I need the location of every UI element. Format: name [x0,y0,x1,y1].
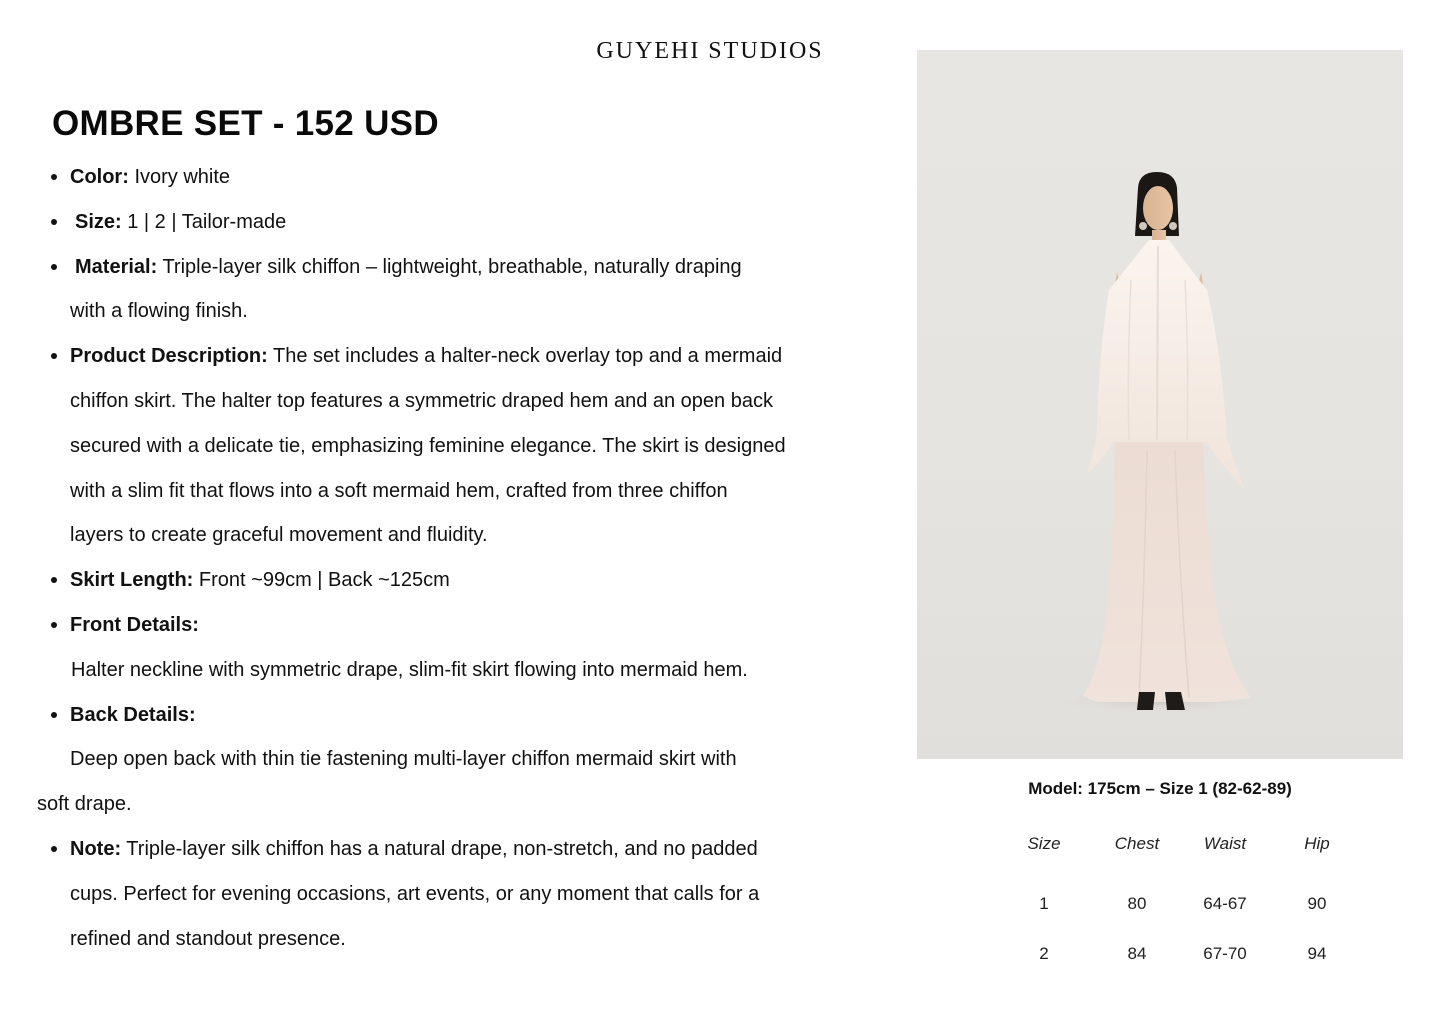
spec-continuation [0,737,900,782]
spec-continuation [0,872,900,917]
spec-value: Front ~99cm | Back ~125cm [193,569,450,592]
spec-value: soft drape. [37,793,132,816]
spec-continuation [0,513,900,558]
table-row [1000,870,1370,929]
spec-continuation [0,424,900,469]
spec-value: chiffon skirt. The halter top features a symmetric draped hem and an open back [70,389,773,412]
spec-color [0,155,900,200]
table-row [1000,929,1370,979]
spec-continuation [0,782,900,827]
size-chart-header-row [1000,818,1370,870]
spec-label: Color: [70,166,129,188]
spec-value: Ivory white [128,166,231,188]
spec-continuation [0,917,900,962]
size-chart-cell: 80 [1127,894,1147,913]
spec-label: Front Details: [70,613,199,636]
spec-value: cups. Perfect for evening occasions, art events, or any moment that calls for a [70,882,760,905]
size-chart-header: Size [1027,834,1061,853]
size-chart-cell: 2 [1039,944,1049,963]
brand-name: GUYEHI STUDIOS [596,38,824,64]
model-illustration [917,50,1403,759]
size-chart-cell: 67-70 [1203,944,1247,963]
spec-value: Triple-layer silk chiffon – lightweight, breathable, naturally draping [157,255,742,278]
product-spec-list [0,155,900,961]
spec-size [0,200,900,245]
spec-value: with a slim fit that flows into a soft mermaid hem, crafted from three chiffon [70,479,728,502]
spec-note [0,827,900,872]
spec-label: Note: [70,837,122,860]
size-chart-header: Hip [1304,834,1330,853]
spec-label: Product Description: [70,345,268,368]
spec-value: layers to create graceful movement and fluidity. [70,524,488,547]
spec-value: Halter neckline with symmetric drape, slim-fit skirt flowing into mermaid hem. [71,658,748,681]
spec-continuation [0,648,900,693]
product-photo [917,50,1403,759]
size-chart-table [1000,818,1370,979]
size-chart-cell: 64-67 [1203,894,1247,913]
spec-back-details [0,693,900,738]
spec-continuation [0,289,900,334]
spec-value: The set includes a halter-neck overlay top and a mermaid [267,345,783,368]
spec-value: secured with a delicate tie, emphasizing feminine elegance. The skirt is designed [70,434,786,457]
spec-continuation [0,379,900,424]
spec-value: 1 | 2 | Tailor-made [121,210,287,233]
spec-description [0,334,900,379]
spec-label: Size: [75,210,122,233]
size-chart-cell: 84 [1127,944,1147,963]
spec-skirt-length [0,558,900,603]
size-chart-header: Waist [1203,834,1247,853]
model-caption: Model: 175cm – Size 1 (82-62-89) [1028,779,1292,798]
size-chart-header: Chest [1114,834,1160,853]
spec-value: Triple-layer silk chiffon has a natural drape, non-stretch, and no padded [121,837,758,860]
spec-label: Skirt Length: [70,569,194,592]
product-title: OMBRE SET - 152 USD [52,104,439,143]
spec-material [0,245,900,290]
spec-label: Back Details: [70,703,196,726]
spec-continuation [0,469,900,514]
spec-front-details [0,603,900,648]
size-chart-cell: 1 [1039,894,1049,913]
size-chart-cell: 90 [1307,894,1327,913]
spec-label: Material: [75,255,158,278]
size-chart-cell: 94 [1307,944,1327,963]
spec-value: with a flowing finish. [70,300,248,323]
spec-value: Deep open back with thin tie fastening multi-layer chiffon mermaid skirt with [70,748,737,771]
spec-value: refined and standout presence. [70,927,346,950]
